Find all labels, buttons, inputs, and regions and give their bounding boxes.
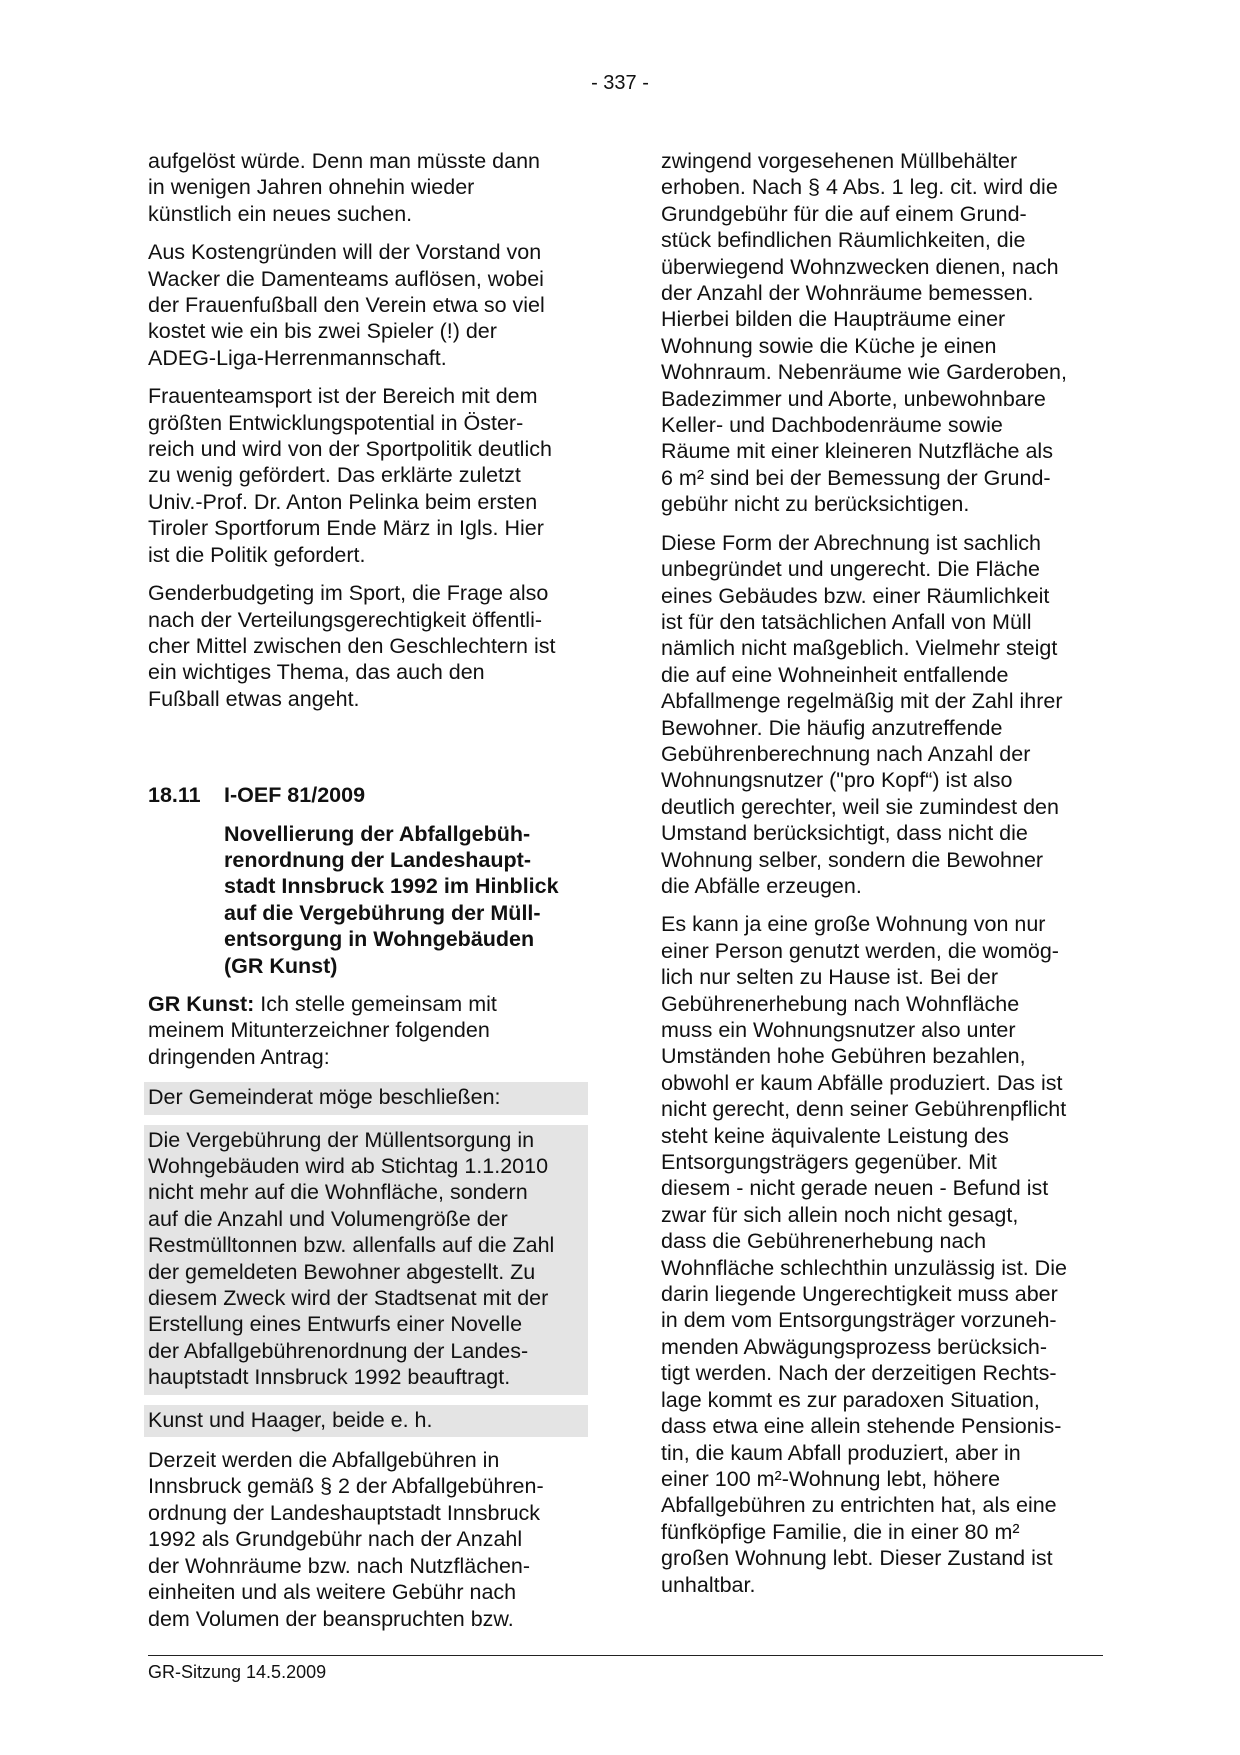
- text-line: der Wohnräume bzw. nach Nutzflächen-: [148, 1553, 531, 1578]
- speaker-text-line: meinem Mitunterzeichner folgenden: [148, 1018, 490, 1043]
- text-line: Keller- und Dachbodenräume sowie: [661, 413, 1003, 438]
- section-heading: [148, 782, 588, 808]
- paragraph: [148, 239, 588, 371]
- text-line: ist die Politik gefordert.: [148, 542, 366, 567]
- text-line: der gemeldeten Bewohner abgestellt. Zu: [148, 1259, 536, 1284]
- text-line: Genderbudgeting im Sport, die Frage also: [148, 581, 549, 606]
- text-line: Grundgebühr für die auf einem Grund-: [661, 201, 1027, 226]
- text-line: stadt Innsbruck 1992 im Hinblick: [224, 874, 559, 899]
- text-line: fünfköpfige Familie, die in einer 80 m²: [661, 1519, 1020, 1544]
- text-line: 1992 als Grundgebühr nach der Anzahl: [148, 1527, 523, 1552]
- text-line: Restmülltonnen bzw. allenfalls auf die Zahl: [148, 1233, 555, 1258]
- text-line: künstlich ein neues suchen.: [148, 201, 413, 226]
- text-line: Erstellung eines Entwurfs einer Novelle: [148, 1312, 523, 1337]
- motion-signers: Kunst und Haager, beide e. h.: [144, 1405, 588, 1437]
- paragraph: [148, 383, 588, 568]
- text-line: tin, die kaum Abfall produziert, aber in: [661, 1440, 1021, 1465]
- text-line: obwohl er kaum Abfälle produziert. Das ist: [661, 1070, 1063, 1095]
- text-line: der Abfallgebührenordnung der Landes-: [148, 1338, 529, 1363]
- text-line: ein wichtiges Thema, das auch den: [148, 660, 485, 685]
- text-line: darin liegende Ungerechtigkeit muss aber: [661, 1282, 1058, 1307]
- text-line: Hierbei bilden die Haupträume einer: [661, 307, 1006, 332]
- motion-text: [144, 1125, 588, 1395]
- text-line: cher Mittel zwischen den Geschlechtern ist: [148, 633, 556, 658]
- text-line: gebühr nicht zu berücksichtigen.: [661, 492, 970, 517]
- text-line: Innsbruck gemäß § 2 der Abfallgebühren-: [148, 1474, 544, 1499]
- text-line: dem Volumen der beanspruchten bzw.: [148, 1606, 514, 1631]
- left-column: [148, 148, 588, 1644]
- text-line: Umstand berücksichtigt, dass nicht die: [661, 821, 1028, 846]
- text-line: überwiegend Wohnzwecken dienen, nach: [661, 254, 1059, 279]
- text-line: nach der Verteilungsgerechtigkeit öffentli-: [148, 607, 543, 632]
- text-line: Novellierung der Abfallgebüh-: [224, 821, 531, 846]
- text-line: stück befindlichen Räumlichkeiten, die: [661, 228, 1026, 253]
- text-line: unhaltbar.: [661, 1572, 756, 1597]
- text-line: in wenigen Jahren ohnehin wieder: [148, 175, 475, 200]
- text-line: auf die Anzahl und Volumengröße der: [148, 1206, 508, 1231]
- text-line: Frauenteamsport ist der Bereich mit dem: [148, 384, 538, 409]
- text-line: Bewohner. Die häufig anzutreffende: [661, 715, 1003, 740]
- text-line: ist für den tatsächlichen Anfall von Müll: [661, 609, 1032, 634]
- text-line: kostet wie ein bis zwei Spieler (!) der: [148, 319, 497, 344]
- section-code: I-OEF 81/2009: [224, 783, 366, 808]
- text-line: unbegründet und ungerecht. Die Fläche: [661, 557, 1040, 582]
- text-line: eines Gebäudes bzw. einer Räumlichkeit: [661, 583, 1050, 608]
- text-line: die auf eine Wohneinheit entfallende: [661, 662, 1009, 687]
- text-line: renordnung der Landeshaupt-: [224, 847, 531, 872]
- text-line: aufgelöst würde. Denn man müsste dann: [148, 149, 541, 173]
- speaker-text-first: Ich stelle gemeinsam mit: [254, 991, 497, 1016]
- text-line: 6 m² sind bei der Bemessung der Grund-: [661, 465, 1051, 490]
- text-line: Umständen hohe Gebühren bezahlen,: [661, 1044, 1026, 1069]
- text-line: lage kommt es zur paradoxen Situation,: [661, 1387, 1040, 1412]
- text-line: Räume mit einer kleineren Nutzfläche als: [661, 439, 1053, 464]
- text-line: Derzeit werden die Abfallgebühren in: [148, 1448, 500, 1473]
- text-line: nämlich nicht maßgeblich. Vielmehr steigt: [661, 636, 1058, 661]
- paragraph: [661, 530, 1101, 900]
- text-line: (GR Kunst): [224, 953, 338, 978]
- text-line: tigt werden. Nach der derzeitigen Rechts-: [661, 1361, 1057, 1386]
- text-line: deutlich gerechter, weil sie zumindest den: [661, 794, 1059, 819]
- text-line: Abfallgebühren zu entrichten hat, als eine: [661, 1493, 1057, 1518]
- text-line: reich und wird von der Sportpolitik deutlich: [148, 437, 552, 462]
- text-line: hauptstadt Innsbruck 1992 beauftragt.: [148, 1365, 511, 1390]
- text-line: Wacker die Damenteams auflösen, wobei: [148, 266, 544, 291]
- text-line: Wohnungsnutzer ("pro Kopf“) ist also: [661, 768, 1013, 793]
- text-line: ordnung der Landeshauptstadt Innsbruck: [148, 1500, 541, 1525]
- text-line: der Frauenfußball den Verein etwa so viel: [148, 293, 545, 318]
- text-line: Wohngebäuden wird ab Stichtag 1.1.2010: [148, 1154, 549, 1178]
- text-line: Abfallmenge regelmäßig mit der Zahl ihrer: [661, 689, 1063, 714]
- text-line: in dem vom Entsorgungsträger vorzuneh-: [661, 1308, 1057, 1333]
- section-title: [148, 821, 588, 979]
- speaker-paragraph: [148, 991, 588, 1070]
- text-line: lich nur selten zu Hause ist. Bei der: [661, 965, 998, 990]
- text-line: einer 100 m²-Wohnung lebt, höhere: [661, 1466, 1001, 1491]
- text-line: der Anzahl der Wohnräume bemessen.: [661, 281, 1034, 306]
- paragraph: [148, 1447, 588, 1632]
- text-line: Gebührenberechnung nach Anzahl der: [661, 741, 1031, 766]
- footer-session-date: GR-Sitzung 14.5.2009: [148, 1662, 327, 1682]
- text-line: größten Entwicklungspotential in Öster-: [148, 410, 524, 435]
- text-line: steht keine äquivalente Leistung des: [661, 1123, 1009, 1148]
- text-line: muss ein Wohnungsnutzer also unter: [661, 1018, 1016, 1042]
- text-line: Entsorgungsträgers gegenüber. Mit: [661, 1150, 997, 1175]
- paragraph: [148, 148, 588, 227]
- text-line: entsorgung in Wohngebäuden: [224, 927, 535, 952]
- text-line: zwingend vorgesehenen Müllbehälter: [661, 149, 1018, 173]
- text-line: zwar für sich allein noch nicht gesagt,: [661, 1202, 1019, 1227]
- paragraph: [148, 580, 588, 712]
- paragraph: [661, 148, 1101, 518]
- text-line: ADEG-Liga-Herrenmannschaft.: [148, 345, 447, 370]
- text-line: einheiten und als weitere Gebühr nach: [148, 1580, 517, 1605]
- speaker-text-line: dringenden Antrag:: [148, 1044, 330, 1069]
- text-line: dass etwa eine allein stehende Pensionis-: [661, 1414, 1062, 1439]
- text-line: Aus Kostengründen will der Vorstand von: [148, 240, 542, 265]
- text-line: nicht gerecht, denn seiner Gebührenpflicht: [661, 1097, 1067, 1122]
- text-line: diesem - nicht gerade neuen - Befund ist: [661, 1176, 1049, 1201]
- text-line: Wohnfläche schlechthin unzulässig ist. Die: [661, 1255, 1067, 1280]
- page-number: - 337 -: [591, 72, 649, 94]
- text-line: Wohnung selber, sondern die Bewohner: [661, 847, 1044, 872]
- text-line: Wohnraum. Nebenräume wie Garderoben,: [661, 360, 1067, 385]
- text-line: Es kann ja eine große Wohnung von nur: [661, 912, 1046, 937]
- text-line: Fußball etwas angeht.: [148, 686, 360, 711]
- text-line: Univ.-Prof. Dr. Anton Pelinka beim ersten: [148, 489, 538, 514]
- text-line: die Abfälle erzeugen.: [661, 873, 862, 898]
- text-line: diesem Zweck wird der Stadtsenat mit der: [148, 1286, 549, 1311]
- text-line: Diese Form der Abrechnung ist sachlich: [661, 530, 1042, 555]
- text-line: Gebührenerhebung nach Wohnfläche: [661, 991, 1020, 1016]
- paragraph: [661, 911, 1101, 1598]
- speaker-name: GR Kunst:: [148, 991, 255, 1016]
- motion-intro: Der Gemeinderat möge beschließen:: [144, 1082, 588, 1114]
- text-line: auf die Vergebührung der Müll-: [224, 900, 541, 925]
- text-line: Die Vergebührung der Müllentsorgung in: [148, 1127, 535, 1152]
- text-line: großen Wohnung lebt. Dieser Zustand ist: [661, 1546, 1053, 1571]
- text-line: menden Abwägungsprozess berücksich-: [661, 1334, 1048, 1359]
- text-line: erhoben. Nach § 4 Abs. 1 leg. cit. wird die: [661, 175, 1058, 200]
- text-line: Wohnung sowie die Küche je einen: [661, 333, 997, 358]
- text-line: Badezimmer und Aborte, unbewohnbare: [661, 386, 1046, 411]
- text-line: dass die Gebührenerhebung nach: [661, 1229, 987, 1254]
- right-column: [661, 148, 1101, 1610]
- section-number: 18.11: [148, 783, 201, 808]
- footer-divider: [148, 1655, 1103, 1656]
- text-line: nicht mehr auf die Wohnfläche, sondern: [148, 1180, 528, 1205]
- text-line: einer Person genutzt werden, die womög-: [661, 938, 1059, 963]
- text-line: Tiroler Sportforum Ende März in Igls. Hier: [148, 516, 544, 541]
- text-line: zu wenig gefördert. Das erklärte zuletzt: [148, 463, 521, 488]
